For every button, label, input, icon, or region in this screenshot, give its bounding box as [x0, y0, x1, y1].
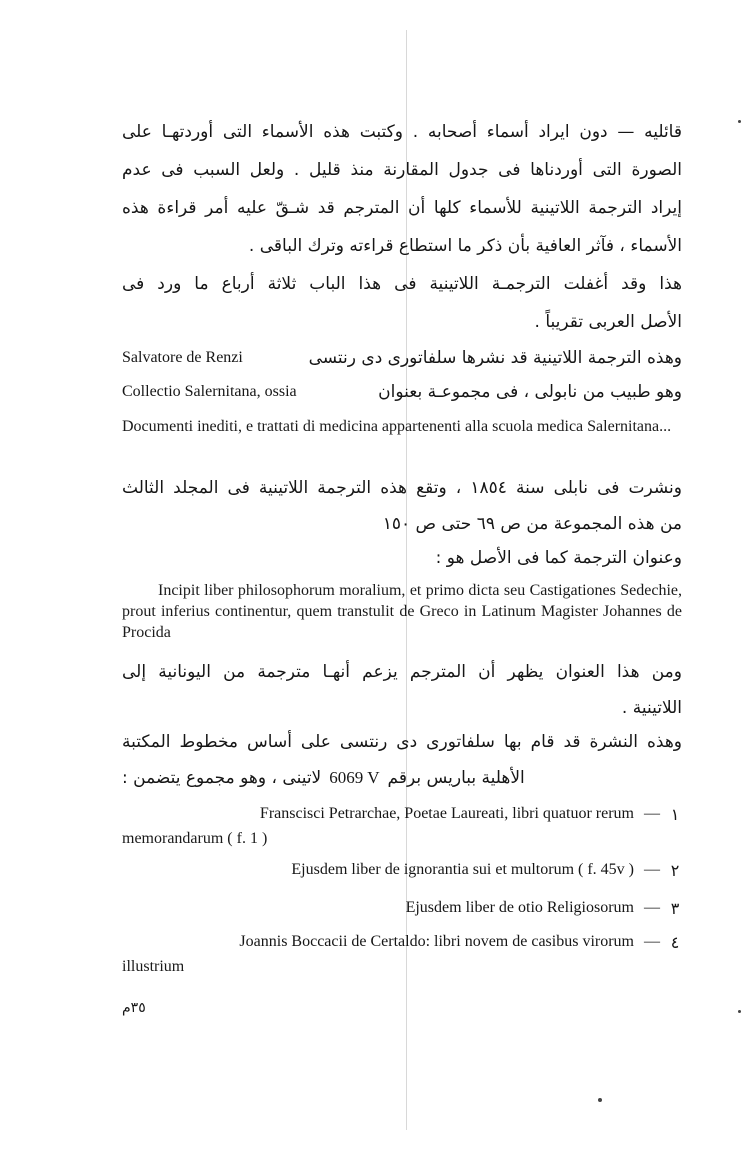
list-item-2-number: ٢	[670, 860, 680, 880]
renzi-name: Salvatore de Renzi	[122, 349, 243, 366]
para4-line1: ونشرت فى نابلى سنة ١٨٥٤ ، وتقع هذه الترجمة اللاتينية فى المجلد الثالث	[122, 478, 682, 498]
para6-line2: اللاتينية .	[621, 698, 682, 718]
list-item-1-text: Franscisci Petrarchae, Poetae Laureati, libri quatuor rerum	[259, 805, 634, 822]
scan-speck	[738, 120, 741, 123]
list-item-1-cont: memorandarum ( f. 1 )	[122, 830, 268, 847]
para7-line2	[122, 766, 682, 790]
para7-line1: وهذه النشرة قد قام بها سلفاتورى دى رنتسى على أساس مخطوط المكتبة	[122, 732, 682, 752]
para7-line2-a: الأهلية بباريس برقم	[387, 768, 525, 788]
para1-line4: الأسماء ، فآثر العافية بأن ذكر ما استطاع قراءته وترك الباقى .	[248, 236, 682, 256]
list-item-1: Franscisci Petrarchae, Poetae Laureati, libri quatuor rerum — ١	[122, 802, 682, 826]
list-item-2-text: Ejusdem liber de ignorantia sui et multorum ( f. 45v )	[291, 861, 634, 878]
collectio-title: Collectio Salernitana, ossia	[122, 383, 297, 400]
list-item-4-number: ٤	[670, 932, 680, 952]
para1-line2: الصورة التى أوردناها فى جدول المقارنة منذ قليل . ولعل السبب فى عدم	[122, 160, 682, 180]
list-item-4-cont: illustrium	[122, 958, 185, 975]
para2-line2: الأصل العربى تقريباً .	[534, 312, 682, 332]
para4-line2: من هذه المجموعة من ص ٦٩ حتى ص ١٥٠	[382, 514, 682, 534]
list-item-3-text: Ejusdem liber de otio Religiosorum	[405, 899, 634, 916]
para1-line3: إيراد الترجمة اللاتينية للأسماء كلها أن المترجم قد شـقّ عليه أمر قراءة هذه	[122, 198, 682, 218]
para3-line2-arabic: وهو طبيب من نابولى ، فى مجموعـة بعنوان	[378, 382, 682, 402]
para7-line2-b: لاتينى ، وهو مجموع يتضمن :	[122, 768, 322, 788]
page-number: ٣٥م	[122, 1000, 146, 1016]
para1-line1: قائليه — دون ايراد أسماء أصحابه . وكتبت هذه الأسماء التى أوردتهـا على	[122, 122, 682, 142]
para3-line1-arabic: وهذه الترجمة اللاتينية قد نشرها سلفاتورى دى رنتسى	[308, 348, 682, 368]
list-item-2: Ejusdem liber de ignorantia sui et multorum ( f. 45v ) — ٢	[122, 858, 682, 882]
para6-line1: ومن هذا العنوان يظهر أن المترجم يزعم أنهـا مترجمة من اليونانية إلى	[122, 662, 682, 682]
para2-line1: هذا وقد أغفلت الترجمـة اللاتينية فى هذا الباب ثلاثة أرباع ما ورد فى	[122, 274, 682, 294]
list-item-4-text: Joannis Boccacii de Certaldo: libri novem de casibus virorum	[239, 933, 634, 950]
list-item-3: Ejusdem liber de otio Religiosorum — ٣	[122, 896, 682, 920]
list-item-3-number: ٣	[670, 898, 680, 918]
ms-number: 6069 V	[329, 768, 380, 787]
collectio-subtitle: Documenti inediti, e trattati di medicina appartenenti alla scuola medica Salernitana...	[122, 418, 672, 435]
list-item-4: Joannis Boccacii de Certaldo: libri novem de casibus virorum — ٤	[122, 930, 682, 954]
para5-intro: وعنوان الترجمة كما فى الأصل هو :	[435, 548, 682, 568]
scan-speck	[598, 1098, 602, 1102]
para3-line2	[122, 380, 682, 404]
latin-title-block: Incipit liber philosophorum moralium, et primo dicta seu Castigationes Sedechie, prout inferius continentur, quem transtulit de Greco in Latinum Magister Johannes de Procida	[122, 582, 682, 641]
list-item-1-number: ١	[670, 804, 680, 824]
scan-speck	[738, 1010, 741, 1013]
para3-line1	[122, 346, 682, 370]
